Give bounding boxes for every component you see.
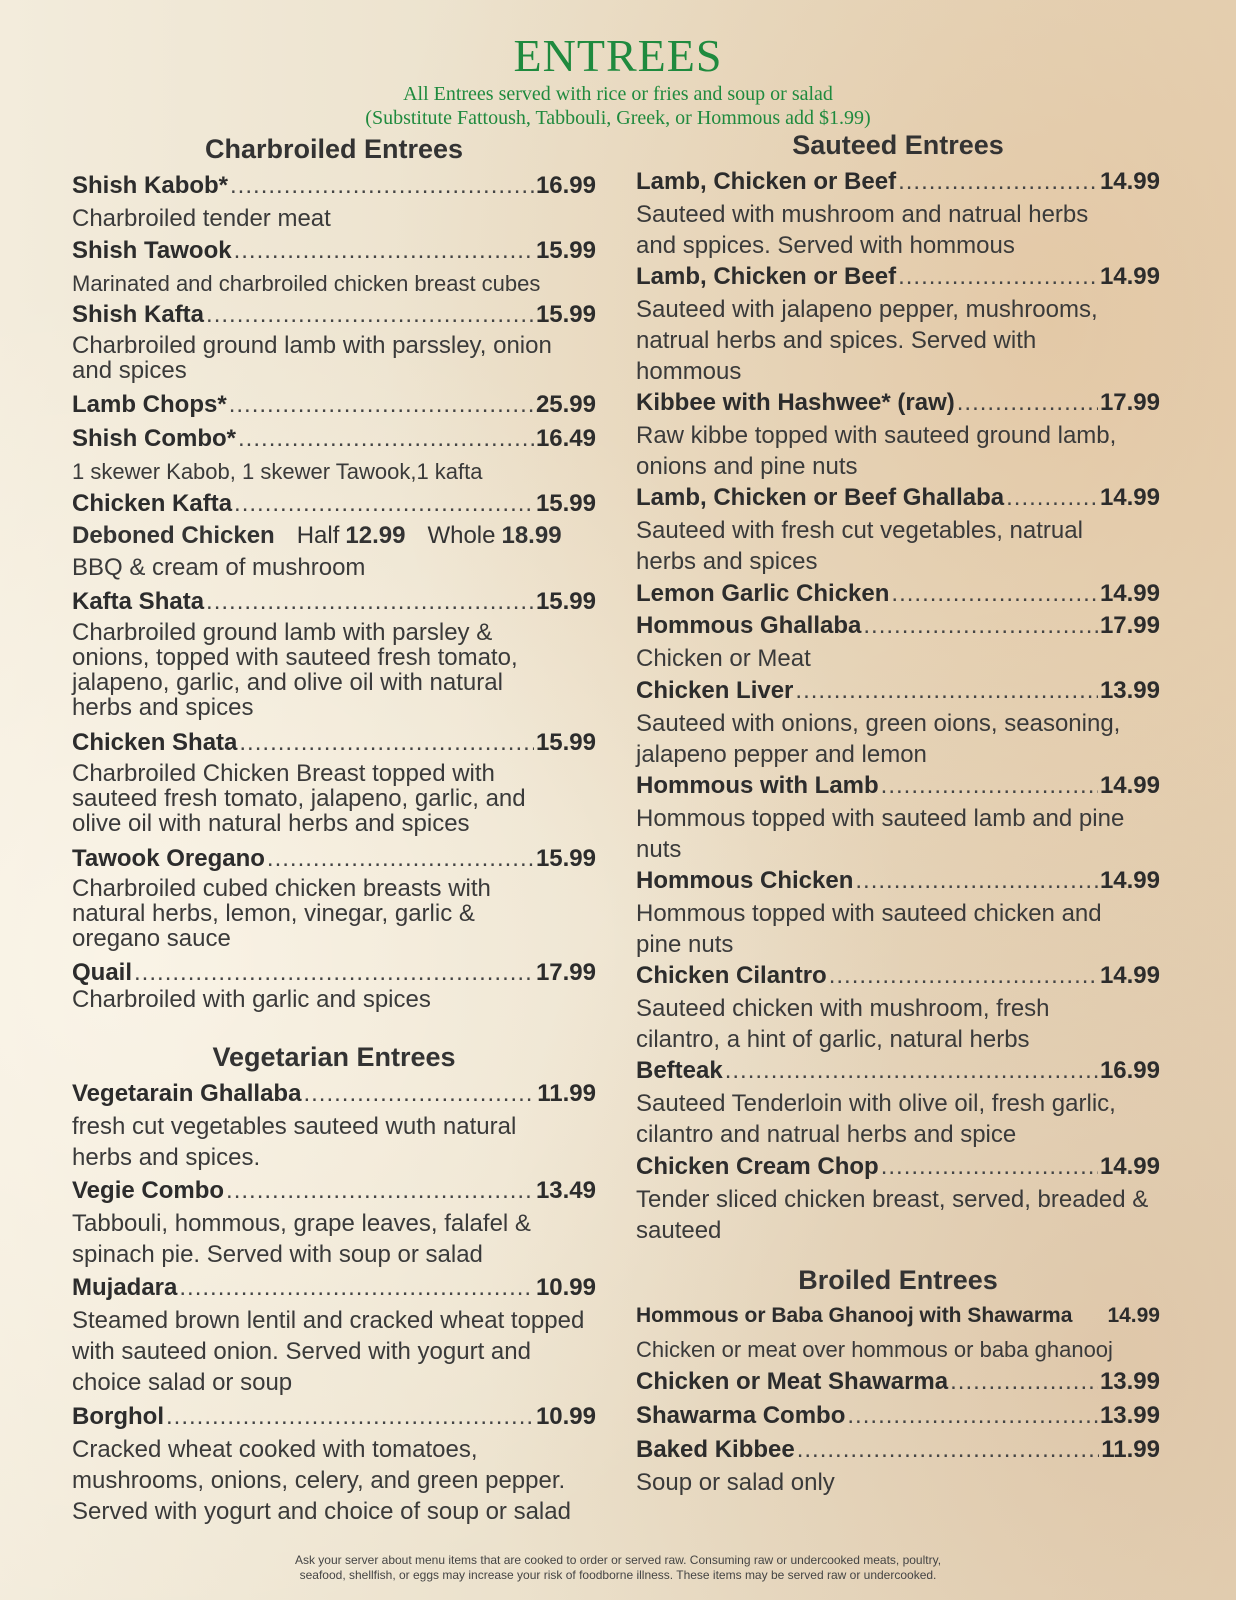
broiled-heading: Broiled Entrees <box>798 1265 998 1295</box>
item-description: Chicken or Meat <box>636 645 811 672</box>
leader-dots <box>795 677 1098 705</box>
half-label: Half <box>296 522 340 549</box>
item-description: BBQ & cream of mushroom <box>72 554 366 581</box>
item-price: 14.99 <box>1107 1304 1160 1327</box>
item-name: Chicken or Meat Shawarma <box>636 1368 949 1395</box>
item-description: Marinated and charbroiled chicken breast cubes <box>72 271 541 296</box>
menu-item-hommous-chicken <box>636 867 1160 895</box>
menu-item-chicken-kafta <box>72 490 596 518</box>
item-price: 10.99 <box>535 1274 596 1301</box>
item-name: Lamb, Chicken or Beef Ghallaba <box>636 484 1005 511</box>
item-price: 17.99 <box>1099 612 1160 639</box>
leader-dots <box>898 168 1098 196</box>
leader-dots <box>234 237 534 265</box>
leader-dots <box>134 959 534 987</box>
item-price: 10.99 <box>535 1403 596 1430</box>
leader-dots <box>229 391 534 419</box>
leader-dots <box>206 301 534 329</box>
item-name: Kibbee with Hashwee* (raw) <box>636 389 955 416</box>
item-price: 14.99 <box>1099 867 1160 894</box>
item-description: sauteed fresh tomato, jalapeno, garlic, and <box>72 785 526 812</box>
item-price: 11.99 <box>1101 1436 1160 1463</box>
menu-item-deboned-chicken <box>72 522 596 550</box>
item-name: Quail <box>72 959 133 986</box>
item-price: 11.99 <box>537 1080 596 1107</box>
item-name: Hommous Chicken <box>636 867 854 894</box>
item-description: with sauteed onion. Served with yogurt and <box>72 1338 531 1365</box>
menu-item-shish-kafta <box>72 301 596 329</box>
item-price: 16.99 <box>535 172 596 199</box>
item-name: Shish Combo* <box>72 425 237 452</box>
item-description: Sauteed chicken with mushroom, fresh <box>636 995 1050 1022</box>
whole-label: Whole <box>427 522 496 549</box>
item-description: herbs and spices <box>636 548 818 575</box>
menu-item-shish-tawook <box>72 237 596 265</box>
item-description: Chicken or meat over hommous or baba ghanooj <box>636 1337 1113 1362</box>
leader-dots <box>881 1153 1098 1181</box>
item-name: Lamb, Chicken or Beef <box>636 168 897 195</box>
item-description: Sauteed Tenderloin with olive oil, fresh garlic, <box>636 1090 1116 1117</box>
item-name: Chicken Cream Chop <box>636 1153 879 1180</box>
leader-dots <box>238 425 534 453</box>
item-description: cilantro and natrual herbs and spice <box>636 1121 1017 1148</box>
menu-item-lamb-chicken-beef <box>636 168 1160 196</box>
leader-dots <box>797 1436 1100 1464</box>
item-price: 16.99 <box>1099 1057 1160 1084</box>
menu-item-chicken-meat-shawarma <box>636 1368 1160 1396</box>
item-price: 15.99 <box>535 729 596 756</box>
menu-item-kafta-shata <box>72 588 596 616</box>
item-description: hommous <box>636 358 742 385</box>
menu-item-ghallaba <box>636 484 1160 512</box>
menu-item-quail <box>72 959 596 987</box>
menu-item-shish-kabob <box>72 172 596 200</box>
half-price: 12.99 <box>345 522 406 549</box>
leader-dots <box>855 867 1098 895</box>
item-name: Lamb Chops* <box>72 391 227 418</box>
item-description: Sauteed with onions, green oions, seasoning, <box>636 710 1121 737</box>
menu-item-lamb-chicken-beef-jalapeno <box>636 263 1160 291</box>
item-description: onions and pine nuts <box>636 453 858 480</box>
item-description: and spices <box>72 357 187 384</box>
menu-item-vegetarain-ghallaba <box>72 1080 596 1108</box>
item-description: Charbroiled Chicken Breast topped with <box>72 760 495 787</box>
item-description: cilantro, a hint of garlic, natural herbs <box>636 1026 1030 1053</box>
leader-dots <box>226 1177 534 1205</box>
item-description: Cracked wheat cooked with tomatoes, <box>72 1436 478 1463</box>
item-price: 13.99 <box>1099 677 1160 704</box>
leader-dots <box>957 389 1098 417</box>
item-price: 14.99 <box>1099 1153 1160 1180</box>
item-description: choice salad or soup <box>72 1369 293 1396</box>
item-description: Soup or salad only <box>636 1469 835 1496</box>
leader-dots <box>179 1274 534 1302</box>
item-price: 14.99 <box>1099 263 1160 290</box>
item-description: spinach pie. Served with soup or salad <box>72 1241 483 1268</box>
item-description: natural herbs, lemon, vinegar, garlic & <box>72 900 475 927</box>
food-safety-disclaimer <box>0 1553 1236 1583</box>
substitute-note: (Substitute Fattoush, Tabbouli, Greek, or Hommous add $1.99) <box>365 107 871 129</box>
item-description: Hommous topped with sauteed lamb and pine <box>636 805 1125 832</box>
leader-dots <box>230 172 534 200</box>
disclaimer-line: seafood, shellfish, or eggs may increase your risk of foodborne illness. These items may be served raw or undercooked. <box>299 1568 937 1582</box>
item-description: mushrooms, onions, celery, and green pepper. <box>72 1467 566 1494</box>
menu-item-shawarma-combo <box>636 1402 1160 1430</box>
item-name: Baked Kibbee <box>636 1436 795 1463</box>
item-price: 15.99 <box>535 301 596 328</box>
item-name: Hommous Ghallaba <box>636 612 862 639</box>
item-name: Hommous or Baba Ghanooj with Shawarma <box>636 1304 1073 1327</box>
item-description: onions, topped with sauteed fresh tomato, <box>72 644 518 671</box>
menu-item-befteak <box>636 1057 1160 1085</box>
leader-dots <box>166 1403 534 1431</box>
page-title: ENTREES <box>513 30 723 81</box>
item-name: Vegetarain Ghallaba <box>72 1080 302 1107</box>
item-price: 13.99 <box>1099 1368 1160 1395</box>
entree-note: All Entrees served with rice or fries and soup or salad <box>403 83 833 105</box>
item-description: 1 skewer Kabob, 1 skewer Tawook,1 kafta <box>72 459 483 484</box>
leader-dots <box>881 772 1098 800</box>
menu-item-kibbee-hashwee <box>636 389 1160 417</box>
menu-item-shish-combo <box>72 425 596 453</box>
item-description: Hommous topped with sauteed chicken and <box>636 900 1102 927</box>
menu-item-tawook-oregano <box>72 845 596 873</box>
item-price: 16.49 <box>535 425 596 452</box>
item-price: 17.99 <box>535 959 596 986</box>
item-name: Borghol <box>72 1403 164 1430</box>
menu-item-lamb-chops <box>72 391 596 419</box>
menu-item-chicken-cream-chop <box>636 1153 1160 1181</box>
item-description: Steamed brown lentil and cracked wheat topped <box>72 1307 585 1334</box>
item-description: Raw kibbe topped with sauteed ground lamb, <box>636 422 1117 449</box>
menu-header <box>0 30 1236 130</box>
item-name: Shish Kafta <box>72 301 205 328</box>
item-description: Charbroiled cubed chicken breasts with <box>72 875 491 902</box>
sauteed-heading: Sauteed Entrees <box>792 130 1004 160</box>
item-name: Chicken Cilantro <box>636 962 827 989</box>
menu-item-vegie-combo <box>72 1177 596 1205</box>
item-price: 14.99 <box>1099 168 1160 195</box>
item-price: 14.99 <box>1099 772 1160 799</box>
item-description: and sppices. Served with hommous <box>636 232 1015 259</box>
leader-dots <box>950 1368 1098 1396</box>
menu-item-hommous-ghallaba <box>636 612 1160 640</box>
item-description: natrual herbs and spices. Served with <box>636 327 1037 354</box>
item-description: Sauteed with mushroom and natrual herbs <box>636 201 1089 228</box>
item-description: olive oil with natural herbs and spices <box>72 810 470 837</box>
item-name: Shawarma Combo <box>636 1402 846 1429</box>
charbroiled-heading: Charbroiled Entrees <box>204 134 464 164</box>
leader-dots <box>303 1080 535 1108</box>
item-description: Charbroiled with garlic and spices <box>72 986 431 1013</box>
leader-dots <box>725 1057 1098 1085</box>
item-name: Shish Kabob* <box>72 172 229 199</box>
item-description: Tender sliced chicken breast, served, breaded & <box>636 1186 1149 1213</box>
item-description: jalapeno, garlic, and olive oil with natural <box>72 669 503 696</box>
item-name: Lamb, Chicken or Beef <box>636 263 897 290</box>
leader-dots <box>829 962 1098 990</box>
item-description: jalapeno pepper and lemon <box>636 741 927 768</box>
item-price: 15.99 <box>535 237 596 264</box>
leader-dots <box>847 1402 1098 1430</box>
item-price: 15.99 <box>535 490 596 517</box>
item-name: Hommous with Lamb <box>636 772 879 799</box>
menu-item-borghol <box>72 1403 596 1431</box>
item-price: 13.49 <box>535 1177 596 1204</box>
item-price: 14.99 <box>1099 484 1160 511</box>
item-price: 15.99 <box>535 588 596 615</box>
menu-item-chicken-shata <box>72 729 596 757</box>
item-name: Deboned Chicken <box>72 522 275 549</box>
item-name: Kafta Shata <box>72 588 205 615</box>
menu-item-hommous-with-lamb <box>636 772 1160 800</box>
menu-item-hommous-shawarma <box>636 1302 1160 1330</box>
item-price: 25.99 <box>535 391 596 418</box>
item-name: Shish Tawook <box>72 237 232 264</box>
menu-item-baked-kibbee <box>636 1436 1160 1464</box>
item-price: 14.99 <box>1099 962 1160 989</box>
item-name: Tawook Oregano <box>72 845 265 872</box>
item-description: herbs and spices <box>72 694 254 721</box>
item-description: pine nuts <box>636 931 734 958</box>
menu-item-lemon-garlic-chicken <box>636 580 1160 608</box>
item-description: fresh cut vegetables sauteed wuth natural <box>72 1113 517 1140</box>
item-description: Charbroiled tender meat <box>72 205 331 232</box>
leader-dots <box>863 612 1098 640</box>
item-price: 13.99 <box>1099 1402 1160 1429</box>
vegetarian-heading: Vegetarian Entrees <box>212 1042 456 1072</box>
item-description: sauteed <box>636 1217 722 1244</box>
item-description: Charbroiled ground lamb with parsley & <box>72 619 493 646</box>
item-name: Befteak <box>636 1057 723 1084</box>
item-description: herbs and spices. <box>72 1144 261 1171</box>
item-description: Charbroiled ground lamb with parssley, onion <box>72 332 552 359</box>
leader-dots <box>206 588 534 616</box>
item-price: 14.99 <box>1099 580 1160 607</box>
menu-item-mujadara <box>72 1274 596 1302</box>
item-description: oregano sauce <box>72 925 231 952</box>
menu-item-chicken-cilantro <box>636 962 1160 990</box>
leader-dots <box>1006 484 1098 512</box>
disclaimer-line: Ask your server about menu items that are cooked to order or served raw. Consuming raw or undercooked meats, poultry, <box>294 1553 942 1567</box>
item-description: Sauteed with fresh cut vegetables, natrual <box>636 517 1083 544</box>
whole-price: 18.99 <box>501 522 562 549</box>
leader-dots <box>239 729 534 757</box>
item-name: Vegie Combo <box>72 1177 225 1204</box>
item-description: Sauteed with jalapeno pepper, mushrooms, <box>636 296 1098 323</box>
leader-dots <box>267 845 534 873</box>
leader-dots <box>898 263 1098 291</box>
item-name: Chicken Liver <box>636 677 794 704</box>
leader-dots <box>891 580 1098 608</box>
item-name: Chicken Shata <box>72 729 238 756</box>
menu-item-chicken-liver <box>636 677 1160 705</box>
item-price: 15.99 <box>535 845 596 872</box>
item-name: Chicken Kafta <box>72 490 233 517</box>
item-description: nuts <box>636 836 682 863</box>
item-name: Lemon Garlic Chicken <box>636 580 890 607</box>
item-name: Mujadara <box>72 1274 178 1301</box>
item-description: Tabbouli, hommous, grape leaves, falafel & <box>72 1210 531 1237</box>
item-price: 17.99 <box>1099 389 1160 416</box>
item-description: Served with yogurt and choice of soup or salad <box>72 1498 571 1525</box>
leader-dots <box>234 490 534 518</box>
